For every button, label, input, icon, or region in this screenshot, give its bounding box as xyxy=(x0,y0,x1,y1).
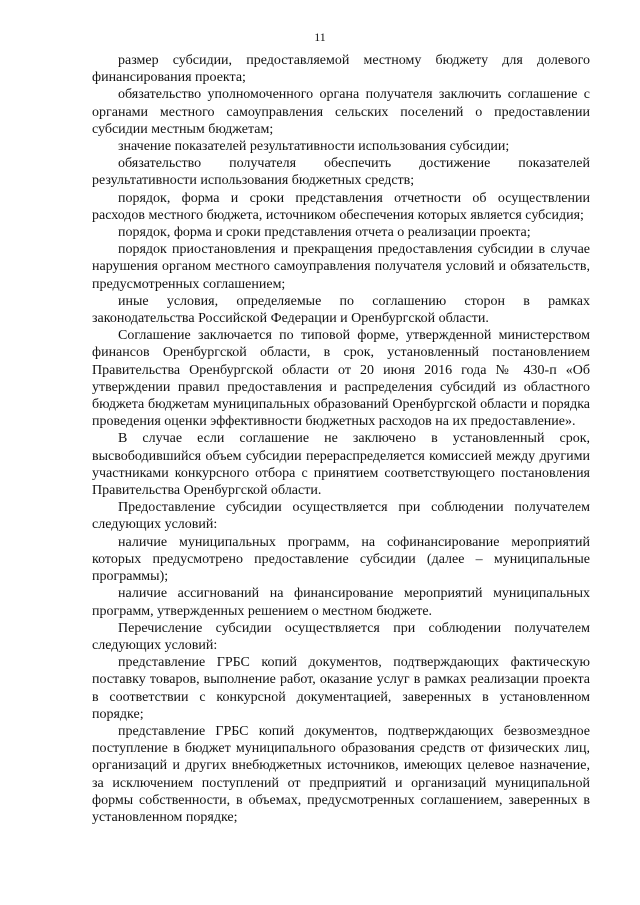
paragraph: представление ГРБС копий документов, подтверждающих фактическую поставку товаров, выполнение работ, оказание услуг в рамках реализации проекта в соответствии с конкурсной документацией, заверенных в установленном порядке; xyxy=(92,655,590,722)
paragraph: В случае если соглашение не заключено в установленный срок, высвободившийся объем субсидии перераспределяется комиссией между другими участниками конкурсного отбора с принятием соответствующего постановления Правительства Оренбургской области. xyxy=(92,431,590,499)
paragraph: обязательство получателя обеспечить достижение показателей результативности использования бюджетных средств; xyxy=(92,156,590,189)
document-body xyxy=(92,52,590,826)
page-number: 11 xyxy=(314,30,326,44)
paragraph: наличие муниципальных программ, на софинансирование мероприятий которых предусмотрено предоставление субсидии (далее – муниципальные программы); xyxy=(92,534,590,585)
paragraph: обязательство уполномоченного органа получателя заключить соглашение с органами местного самоуправления сельских поселений о предоставлении субсидии местным бюджетам; xyxy=(92,87,590,137)
paragraph: размер субсидии, предоставляемой местному бюджету для долевого финансирования проекта; xyxy=(92,53,590,86)
paragraph: представление ГРБС копий документов, подтверждающих безвозмездное поступление в бюджет муниципального образования средств от физических лиц, организаций и других внебюджетных источников, имеющих целевое назначение, за исключением поступлений от предприятий и организаций муниципальной формы собственности, в объемах, предусмотренных соглашением, заверенных в установленном порядке; xyxy=(92,723,590,825)
paragraph: иные условия, определяемые по соглашению сторон в рамках законодательства Российской Федерации и Оренбургской области. xyxy=(92,293,590,327)
paragraph: порядок приостановления и прекращения предоставления субсидии в случае нарушения органом местного самоуправления получателя условий и обязательств, предусмотренных соглашением; xyxy=(92,242,590,292)
paragraph: порядок, форма и сроки представления отчетности об осуществлении расходов местного бюджета, источником обеспечения которых является субсидия; xyxy=(92,190,590,223)
paragraph: наличие ассигнований на финансирование мероприятий муниципальных программ, утвержденных решением о местном бюджете. xyxy=(92,586,590,619)
paragraph: Соглашение заключается по типовой форме, утвержденной министерством финансов Оренбургской области, в срок, установленный постановлением Правительства Оренбургской области от 20 июня 2016 года № 430-п «Об утверждении правил предоставления и распределения субсидий из областного бюджета бюджетам муниципальных образований Оренбургской области и порядка проведения оценки эффективности бюджетных расходов на их предоставление». xyxy=(92,328,590,430)
paragraph: порядок, форма и сроки представления отчета о реализации проекта; xyxy=(118,225,531,241)
paragraph: Предоставление субсидии осуществляется при соблюдении получателем следующих условий: xyxy=(92,500,590,533)
paragraph: значение показателей результативности использования субсидии; xyxy=(118,139,510,155)
paragraph: Перечисление субсидии осуществляется при соблюдении получателем следующих условий: xyxy=(92,620,590,653)
